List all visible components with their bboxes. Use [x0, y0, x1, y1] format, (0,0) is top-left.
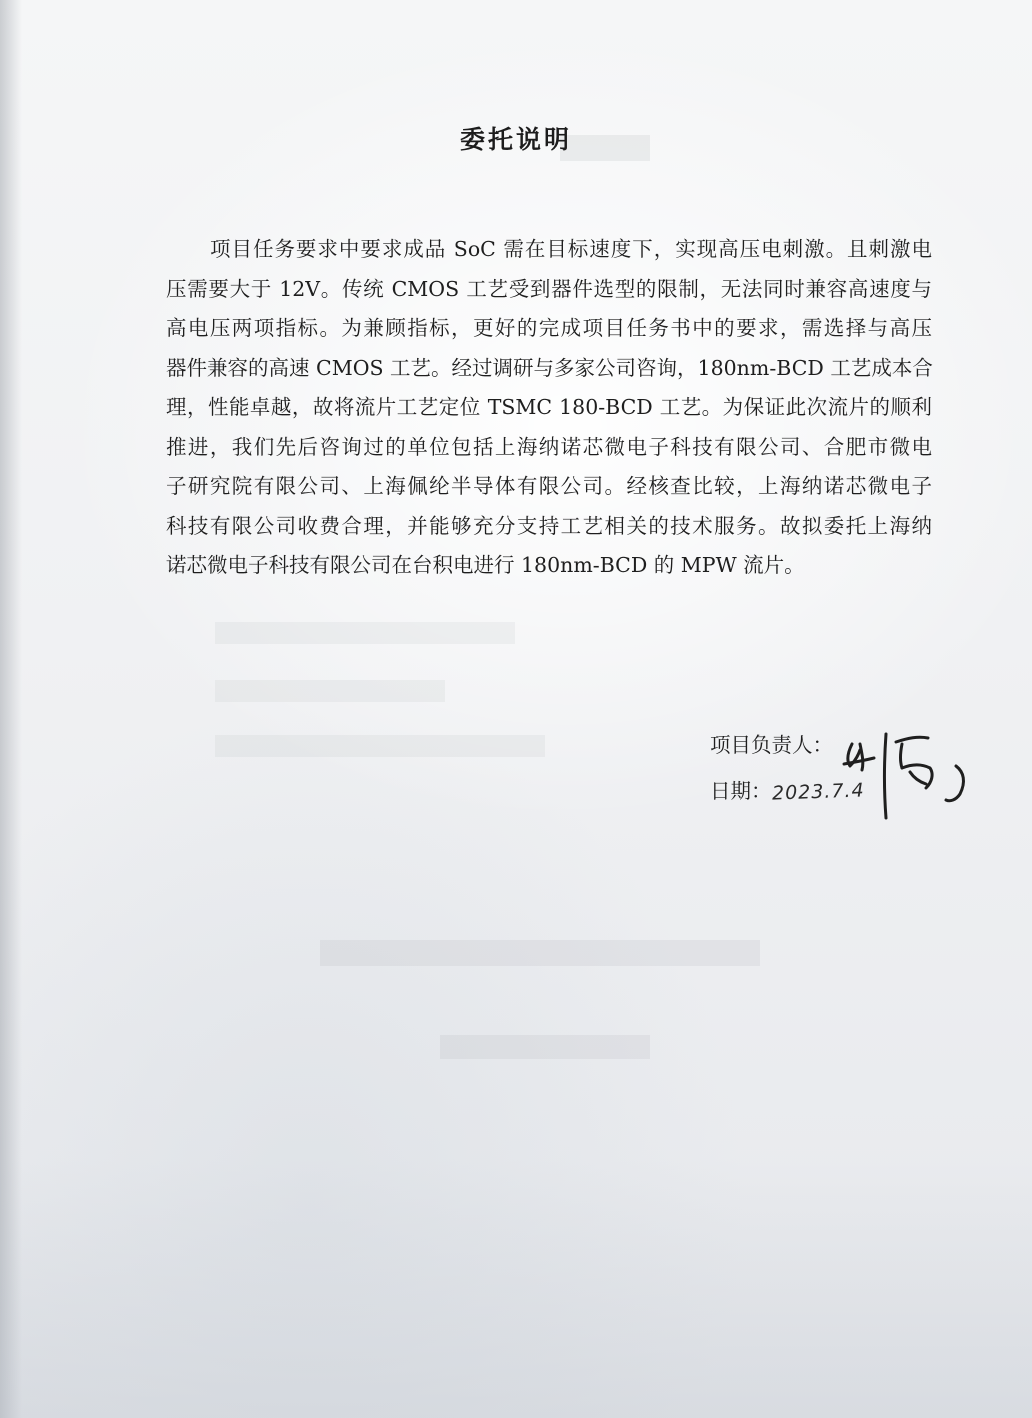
paragraph-line: 推进，我们先后咨询过的单位包括上海纳诺芯微电子科技有限公司、合肥市微电 [166, 434, 932, 459]
paragraph-line: 子研究院有限公司、上海佩纶半导体有限公司。经核查比较，上海纳诺芯微电子 [166, 474, 932, 498]
paragraph-line: 压需要大于 12V。传统 CMOS 工艺受到器件选型的限制，无法同时兼容高速度与 [166, 276, 932, 301]
owner-label: 项目负责人： [710, 733, 833, 757]
body-paragraph [166, 230, 932, 586]
paragraph-line: 诺芯微电子科技有限公司在台积电进行 180nm-BCD 的 MPW 流片。 [166, 553, 805, 577]
paragraph-line: 理，性能卓越，故将流片工艺定位 TSMC 180-BCD 工艺。为保证此次流片的顺利 [166, 395, 932, 419]
handwritten-signature [838, 722, 978, 822]
paragraph-line: 科技有限公司收费合理，并能够充分支持工艺相关的技术服务。故拟委托上海纳 [166, 513, 932, 538]
handwritten-date: 2023.7.4 [771, 779, 865, 805]
paragraph-line: 高电压两项指标。为兼顾指标，更好的完成项目任务书中的要求，需选择与高压 [166, 316, 932, 340]
document-title: 委托说明 [459, 125, 572, 154]
date-label: 日期： [710, 779, 772, 803]
paragraph-line: 器件兼容的高速 CMOS 工艺。经过调研与多家公司咨询，180nm-BCD 工艺成本合 [166, 355, 933, 380]
page-bottom-shadow [0, 1158, 1032, 1418]
paragraph-line: 项目任务要求中要求成品 SoC 需在目标速度下，实现高压电刺激。且刺激电 [210, 237, 932, 261]
